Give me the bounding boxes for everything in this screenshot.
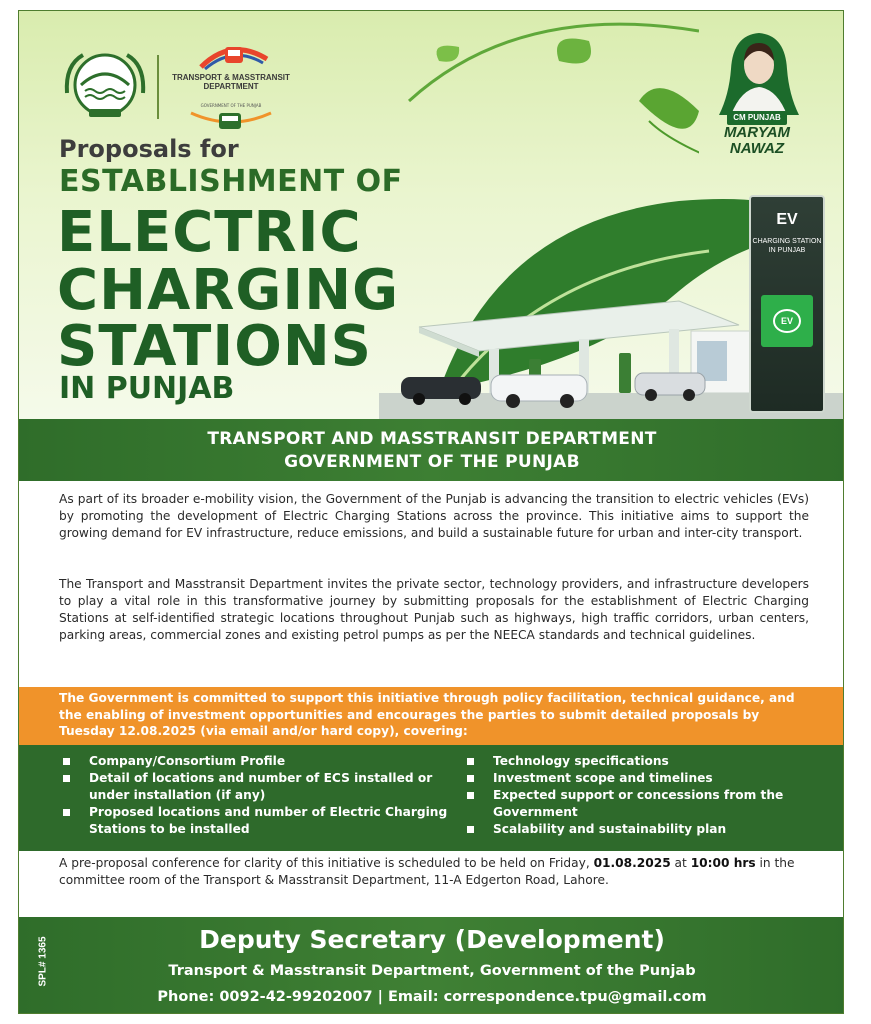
- list-item: Technology specifications: [463, 753, 823, 770]
- list-item: Investment scope and timelines: [463, 770, 823, 787]
- list-item: Scalability and sustainability plan: [463, 821, 823, 838]
- contact-title: Deputy Secretary (Development): [199, 925, 665, 954]
- list-item: Detail of locations and number of ECS installed or under installation (if any): [59, 770, 459, 804]
- proposals-for-heading: Proposals for: [59, 135, 239, 163]
- list-item: Proposed locations and number of Electric Charging Stations to be installed: [59, 804, 459, 838]
- ev-pylon-subtitle: CHARGING STATION IN PUNJAB: [752, 238, 822, 254]
- cm-portrait-icon: [711, 25, 807, 121]
- cm-name: MARYAM NAWAZ: [723, 124, 791, 157]
- headline-electric: ELECTRIC: [57, 200, 362, 265]
- government-name: GOVERNMENT OF THE PUNJAB: [284, 452, 580, 472]
- logo-divider: [157, 55, 159, 119]
- tmd-logo-subtext: GOVERNMENT OF THE PUNJAB: [200, 103, 262, 108]
- contact-department: Transport & Masstransit Department, Government of the Punjab: [168, 963, 696, 979]
- tmd-logo-text: TRANSPORT & MASSTRANSIT DEPARTMENT: [172, 73, 290, 91]
- leaf-vine-decoration: [399, 11, 699, 181]
- invitation-paragraph: The Transport and Masstransit Department invites the private sector, technology providers, and infrastructure developers to play a vital role in this transformative journey by submitting proposals for the establishment of Electric Charging Stations at self-identified strategic locations throughout Punjab such as highways, high traffic corridors, urban centers, parking areas, commercial zones and existing petrol pumps as per the NEECA standards and technical guidelines.: [59, 577, 809, 642]
- ev-plug-icon: EV: [773, 309, 801, 333]
- highlight-text: The Government is committed to support this initiative through policy facilitation, technical guidance, and the enabling of investment opportunities and encourages the parties to submit detailed proposals by Tuesday 12.08.2025 (via email and/or hard copy), covering:: [59, 691, 795, 738]
- tmd-emblem-icon: [171, 41, 291, 73]
- intro-paragraph: As part of its broader e-mobility vision, the Government of the Punjab is advancing the transition to electric vehicles (EVs) by promoting the development of Electric Charging Stations across the province. This initiative aims to support the growing demand for EV infrastructure, reduce emissions, and build a sustainable future for urban and inter-city transport.: [59, 492, 809, 540]
- preconf-text-c: in the committee room of the Transport & Masstransit Department, 11-A Edgerton Road, Lahore.: [59, 856, 795, 887]
- hero-section: [19, 11, 844, 419]
- punjab-government-seal-icon: [59, 45, 151, 121]
- coverage-list-left: [59, 753, 459, 838]
- list-item: Expected support or concessions from the Government: [463, 787, 823, 821]
- coverage-section: [19, 745, 844, 851]
- contact-footer: [19, 917, 844, 1014]
- headline-charging: CHARGING: [57, 258, 400, 323]
- department-name: TRANSPORT AND MASSTRANSIT DEPARTMENT: [207, 429, 657, 449]
- advertisement-page: [18, 10, 844, 1014]
- ev-pylon-title: EV: [776, 211, 798, 228]
- list-item: Company/Consortium Profile: [59, 753, 459, 770]
- preconf-text-a: A pre-proposal conference for clarity of this initiative is scheduled to be held on Friday,: [59, 856, 594, 870]
- cm-punjab-badge: CM PUNJAB: [727, 111, 787, 125]
- highlight-banner: [19, 687, 844, 745]
- tmd-logo: [171, 41, 291, 133]
- preconf-date: 01.08.2025: [593, 856, 671, 870]
- coverage-list-right: [463, 753, 823, 838]
- preconference-paragraph: [59, 855, 819, 889]
- preconf-text-b: at: [670, 856, 691, 870]
- bus-icon: [171, 107, 291, 133]
- contact-details: Phone: 0092-42-99202007 | Email: correspondence.tpu@gmail.com: [157, 989, 707, 1005]
- preconf-time: 10:00 hrs: [690, 856, 756, 870]
- headline-stations: STATIONS: [57, 314, 373, 379]
- ev-pylon-panel: [761, 295, 813, 347]
- in-punjab-heading: IN PUNJAB: [59, 371, 235, 406]
- ev-charging-pylon: [749, 195, 825, 413]
- department-banner: [19, 419, 844, 481]
- establishment-of-heading: ESTABLISHMENT OF: [59, 164, 403, 199]
- spl-number: SPL# 1365: [37, 936, 49, 987]
